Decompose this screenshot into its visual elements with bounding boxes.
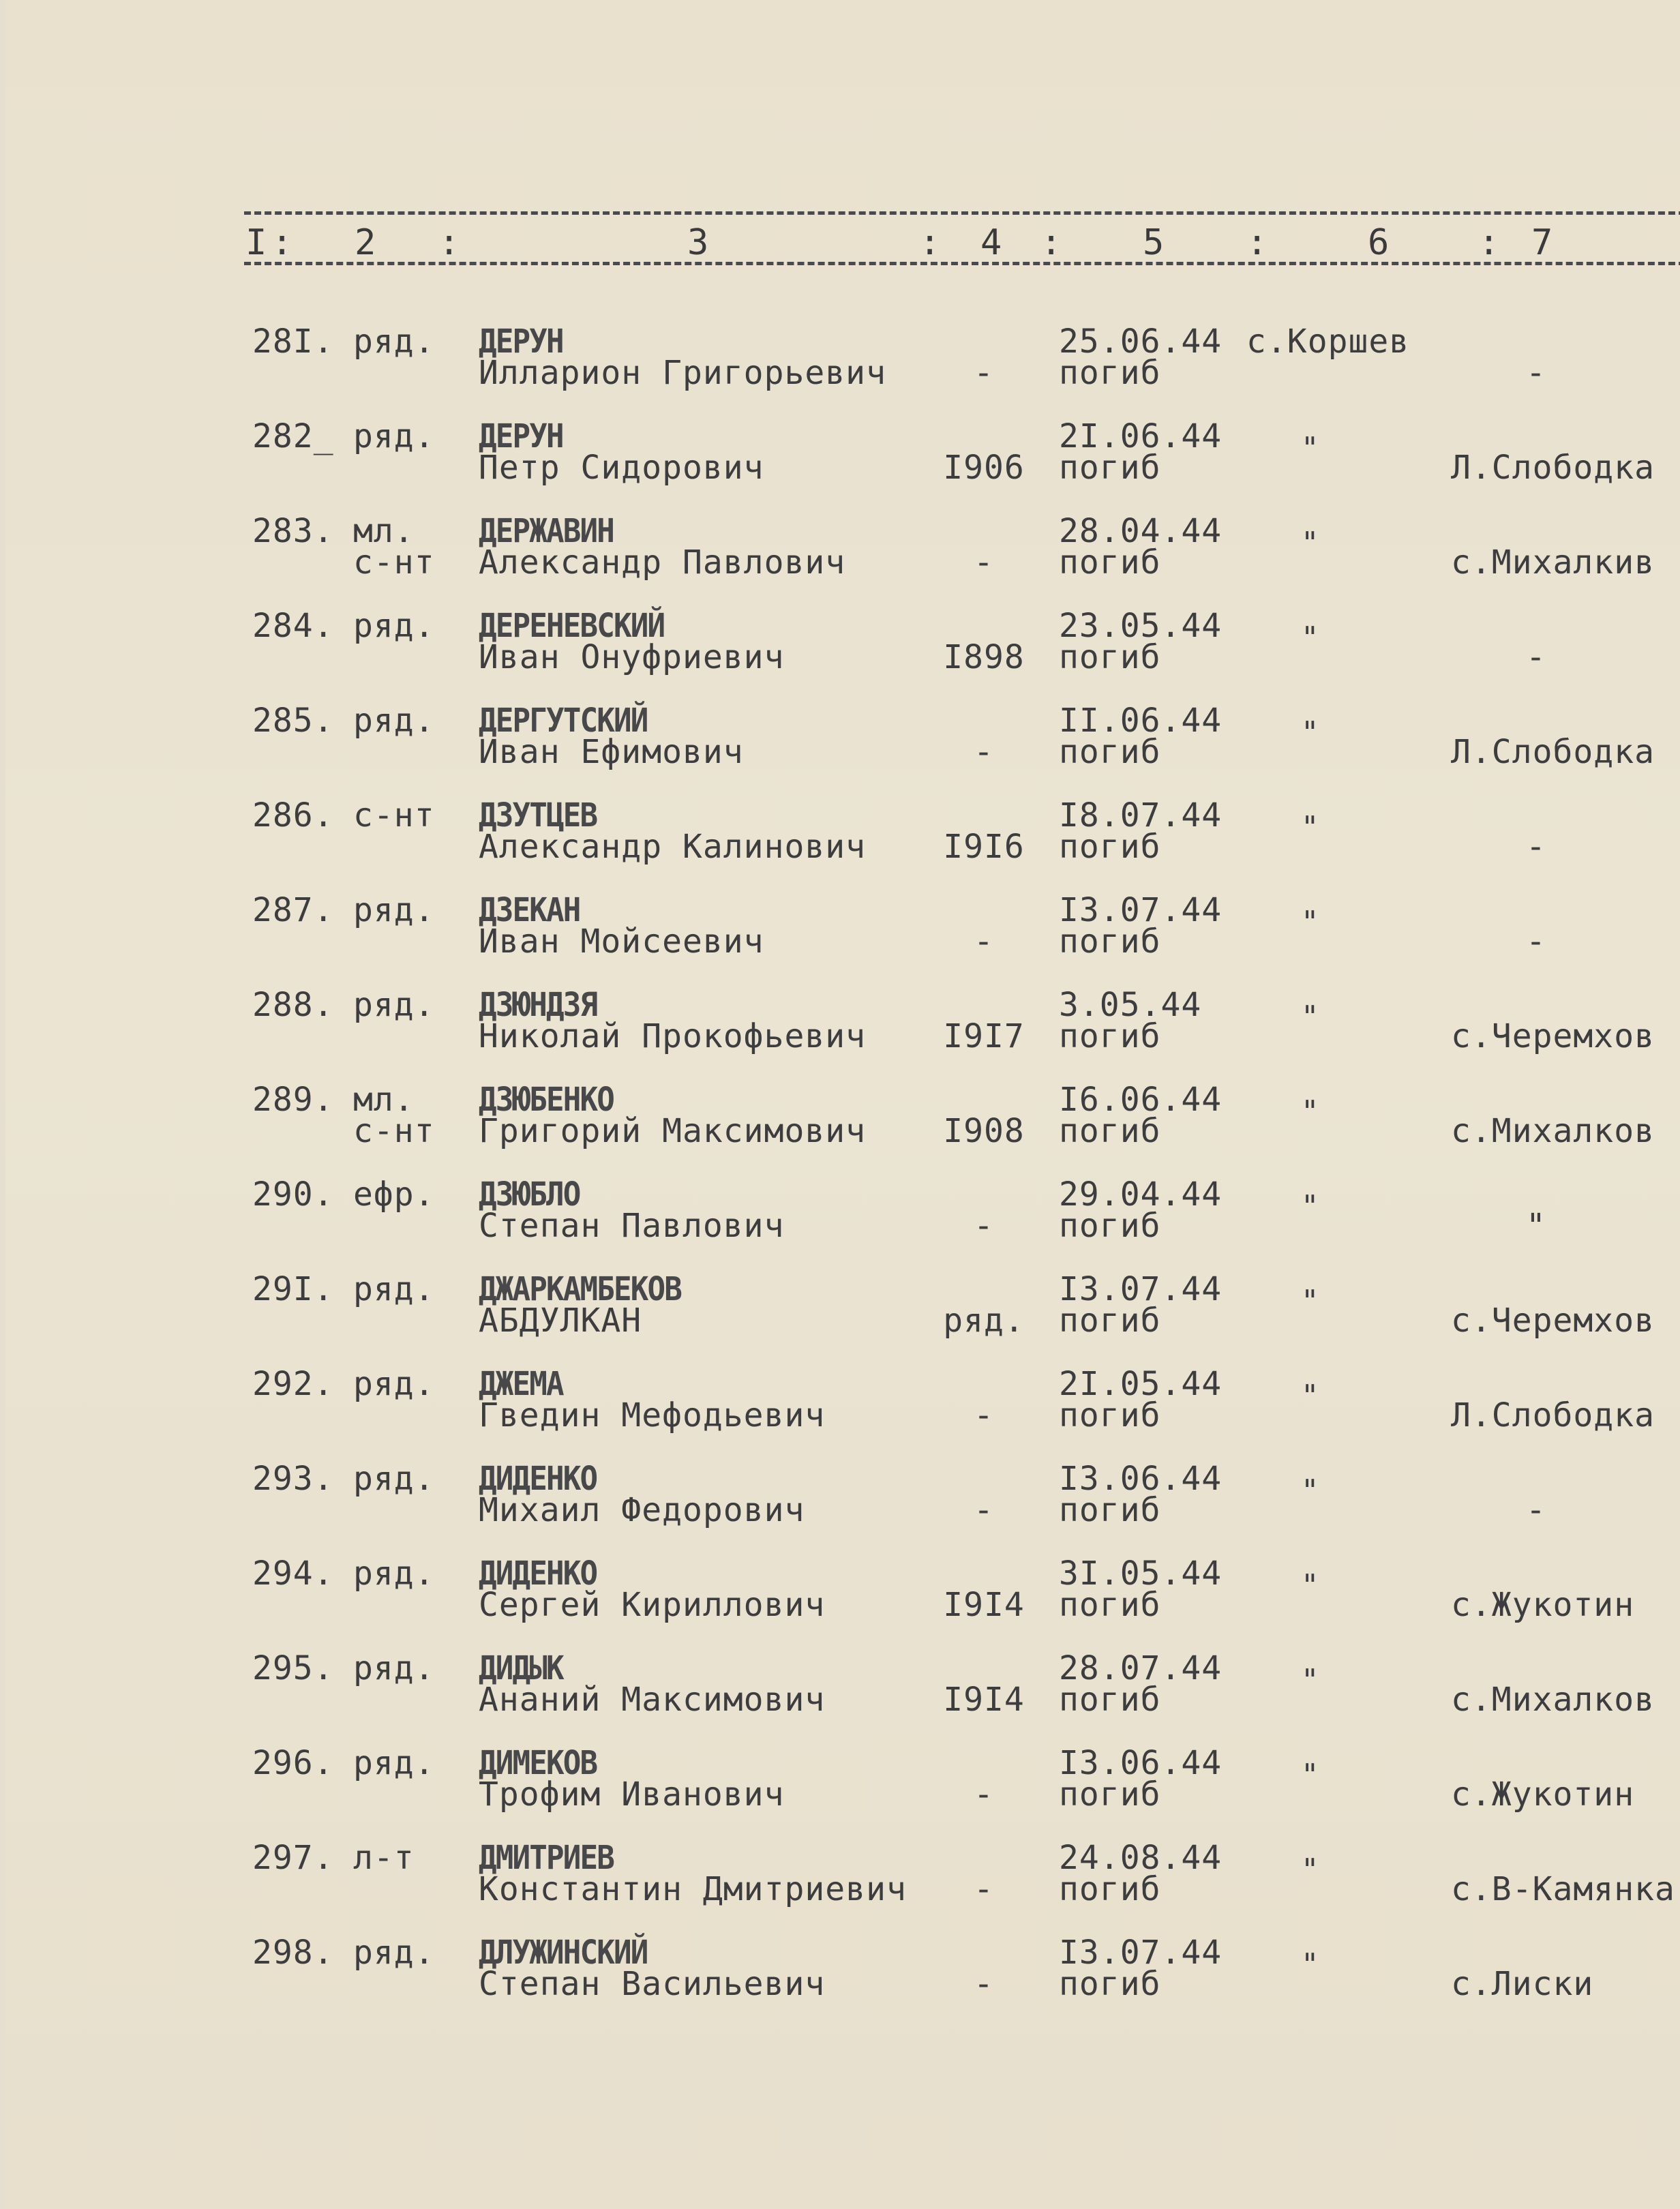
surname: ДИДЫК [479,1649,563,1687]
rank: ряд. [353,702,435,740]
record-row [5,1075,1680,1170]
rank: ряд. [353,1649,435,1687]
birth-year: - [974,733,994,771]
surname: ДЗУТЦЕВ [479,796,597,835]
rank: ряд. [353,891,435,929]
surname: ДЕРУН [479,322,563,361]
burial-place: - [1526,828,1546,866]
death-date: I3.07.44 [1059,891,1222,929]
surname: ДЗЮБЛО [479,1175,580,1214]
status: погиб [1059,828,1161,866]
burial-place: с.Черемхов [1451,1302,1655,1340]
status: погиб [1059,1586,1161,1624]
birth-year: I9I4 [943,1586,1025,1624]
surname: ДЗЕКАН [479,891,580,929]
status: погиб [1059,1491,1161,1529]
status: погиб [1059,1396,1161,1434]
surname: ДЕРЕНЕВСКИЙ [479,607,665,645]
record-row [5,1454,1680,1549]
burial-place: с.В-Камянка [1451,1870,1675,1908]
burial-place: - [1526,638,1546,676]
given-name: Степан Павлович [479,1207,785,1245]
given-name: Сергей Кириллович [479,1586,826,1624]
rank: ряд. [353,1270,435,1308]
record-row [5,317,1680,412]
status: погиб [1059,1017,1161,1055]
record-number: 295. [252,1649,334,1687]
birth-year: - [974,1870,994,1908]
record-number: 296. [252,1744,334,1782]
death-date: I8.07.44 [1059,796,1222,835]
status: погиб [1059,733,1161,771]
document-page [5,0,1680,2209]
given-name: Иван Онуфриевич [479,638,785,676]
status: погиб [1059,449,1161,487]
surname: ДМИТРИЕВ [479,1839,614,1877]
surname: ДИДЕНКО [479,1554,597,1593]
place-of-death: " [1301,1094,1320,1129]
record-row [5,886,1680,980]
surname: ДИМЕКОВ [479,1744,597,1782]
given-name: Илларион Григорьевич [479,354,886,392]
place-of-death: " [1301,1379,1320,1413]
rank: ряд. [353,986,435,1024]
surname: ДЕРУН [479,417,563,455]
death-date: 24.08.44 [1059,1839,1222,1877]
burial-place: - [1526,354,1546,392]
death-date: I3.07.44 [1059,1270,1222,1308]
record-number: 285. [252,702,334,740]
record-number: 287. [252,891,334,929]
record-row [5,980,1680,1075]
given-name: Григорий Максимович [479,1112,867,1150]
header-dash-bottom [244,262,1680,265]
column-number-6: 6 [1368,222,1390,263]
surname: ДЖЕМА [479,1365,563,1403]
death-date: 29.04.44 [1059,1175,1222,1214]
birth-year: I908 [943,1112,1025,1150]
death-date: 3I.05.44 [1059,1554,1222,1593]
birth-year: - [974,1775,994,1814]
status: погиб [1059,1112,1161,1150]
column-number-7: 7 [1531,222,1553,263]
birth-year: - [974,354,994,392]
death-date: II.06.44 [1059,702,1222,740]
place-of-death: " [1301,1284,1320,1319]
burial-place: Л.Слободка [1451,733,1655,771]
place-of-death: " [1301,1000,1320,1034]
burial-place: - [1526,1491,1546,1529]
record-row [5,1359,1680,1454]
surname: ДИДЕНКО [479,1460,597,1498]
birth-year: I9I6 [943,828,1025,866]
rank: ряд. [353,1744,435,1782]
record-number: 298. [252,1934,334,1972]
birth-year: I9I7 [943,1017,1025,1055]
record-row [5,696,1680,791]
given-name: Константин Дмитриевич [479,1870,907,1908]
record-row [5,791,1680,886]
rank-line2: с-нт [353,543,435,582]
record-number: 293. [252,1460,334,1498]
surname: ДЖАРКАМБЕКОВ [479,1270,681,1308]
column-number-4: 4 [980,222,1002,263]
burial-place: с.Михалкив [1451,543,1655,582]
death-date: I6.06.44 [1059,1081,1222,1119]
record-number: 283. [252,512,334,550]
column-number-2: 2 [355,222,376,263]
status: погиб [1059,1207,1161,1245]
place-of-death: " [1301,1758,1320,1792]
given-name: Иван Ефимович [479,733,744,771]
status: погиб [1059,638,1161,676]
rank: л-т [353,1839,415,1877]
given-name: Михаил Федорович [479,1491,805,1529]
column-separator: : [919,222,941,263]
given-name: Гведин Мефодьевич [479,1396,826,1434]
burial-place: с.Жукотин [1451,1586,1635,1624]
given-name: Петр Сидорович [479,449,764,487]
record-row [5,412,1680,507]
status: погиб [1059,1681,1161,1719]
given-name: Иван Мойсеевич [479,922,764,961]
place-of-death: с.Коршев [1246,322,1410,361]
given-name: Трофим Иванович [479,1775,785,1814]
surname: ДЗЮБЕНКО [479,1081,614,1119]
place-of-death: " [1301,715,1320,750]
place-of-death: " [1301,905,1320,940]
given-name: Степан Васильевич [479,1965,826,2003]
birth-year: - [974,1207,994,1245]
birth-year: - [974,922,994,961]
death-date: I3.07.44 [1059,1934,1222,1972]
column-separator: : [1478,222,1500,263]
status: погиб [1059,922,1161,961]
record-row [5,1549,1680,1644]
surname: ДЗЮНДЗЯ [479,986,597,1024]
rank: ряд. [353,1554,435,1593]
death-date: I3.06.44 [1059,1460,1222,1498]
column-number-5: 5 [1143,222,1165,263]
given-name: Николай Прокофьевич [479,1017,867,1055]
record-row [5,1833,1680,1928]
death-date: 23.05.44 [1059,607,1222,645]
burial-place: - [1526,922,1546,961]
rank: ефр. [353,1175,435,1214]
status: погиб [1059,354,1161,392]
birth-year: - [974,1965,994,2003]
given-name: Александр Калинович [479,828,867,866]
death-date: 3.05.44 [1059,986,1202,1024]
place-of-death: " [1301,1663,1320,1698]
place-of-death: " [1301,810,1320,845]
rank: ряд. [353,1365,435,1403]
record-number: 290. [252,1175,334,1214]
record-row [5,1170,1680,1265]
given-name: Ананий Максимович [479,1681,826,1719]
rank: ряд. [353,1934,435,1972]
burial-place: с.Лиски [1451,1965,1594,2003]
burial-place: " [1526,1207,1546,1245]
column-separator: : [1040,222,1062,263]
burial-place: Л.Слободка [1451,1396,1655,1434]
record-row [5,1644,1680,1739]
column-separator: : [438,222,460,263]
record-row [5,1739,1680,1833]
record-row [5,1928,1680,2023]
death-date: 2I.06.44 [1059,417,1222,455]
birth-year: - [974,1396,994,1434]
death-date: 25.06.44 [1059,322,1222,361]
place-of-death: " [1301,526,1320,560]
place-of-death: " [1301,431,1320,466]
burial-place: Л.Слободка [1451,449,1655,487]
record-number: 286. [252,796,334,835]
place-of-death: " [1301,1852,1320,1887]
record-row [5,507,1680,601]
place-of-death: " [1301,1473,1320,1508]
birth-year: I898 [943,638,1025,676]
burial-place: с.Жукотин [1451,1775,1635,1814]
column-header [244,205,1680,273]
status: погиб [1059,1870,1161,1908]
rank: мл. [353,512,415,550]
rank: с-нт [353,796,435,835]
death-date: 2I.05.44 [1059,1365,1222,1403]
burial-place: с.Черемхов [1451,1017,1655,1055]
surname: ДЛУЖИНСКИЙ [479,1934,648,1972]
place-of-death: " [1301,1189,1320,1224]
birth-year: I9I4 [943,1681,1025,1719]
record-number: 284. [252,607,334,645]
record-number: 297. [252,1839,334,1877]
death-date: I3.06.44 [1059,1744,1222,1782]
status: погиб [1059,1965,1161,2003]
column-separator: : [1246,222,1268,263]
death-date: 28.07.44 [1059,1649,1222,1687]
given-name: Александр Павлович [479,543,846,582]
status: погиб [1059,1302,1161,1340]
rank: ряд. [353,322,435,361]
record-number: 288. [252,986,334,1024]
rank: ряд. [353,1460,435,1498]
birth-year: - [974,543,994,582]
column-number-3: 3 [687,222,709,263]
status: погиб [1059,543,1161,582]
birth-year: I906 [943,449,1025,487]
record-row [5,601,1680,696]
rank: ряд. [353,607,435,645]
death-date: 28.04.44 [1059,512,1222,550]
record-number: 28I. [252,322,334,361]
given-name: АБДУЛКАН [479,1302,642,1340]
birth-year: ряд. [943,1302,1025,1340]
column-number-1: I [245,222,267,263]
birth-year: - [974,1491,994,1529]
record-number: 282_ [252,417,334,455]
column-separator: : [271,222,293,263]
surname: ДЕРГУТСКИЙ [479,702,648,740]
rank-line2: с-нт [353,1112,435,1150]
rank: мл. [353,1081,415,1119]
rank: ряд. [353,417,435,455]
record-number: 29I. [252,1270,334,1308]
record-number: 289. [252,1081,334,1119]
status: погиб [1059,1775,1161,1814]
record-row [5,1265,1680,1359]
record-number: 294. [252,1554,334,1593]
record-number: 292. [252,1365,334,1403]
place-of-death: " [1301,1568,1320,1603]
burial-place: с.Михалков [1451,1112,1655,1150]
surname: ДЕРЖАВИН [479,512,614,550]
place-of-death: " [1301,1947,1320,1982]
place-of-death: " [1301,620,1320,655]
burial-place: с.Михалков [1451,1681,1655,1719]
header-dash-top [244,211,1680,215]
